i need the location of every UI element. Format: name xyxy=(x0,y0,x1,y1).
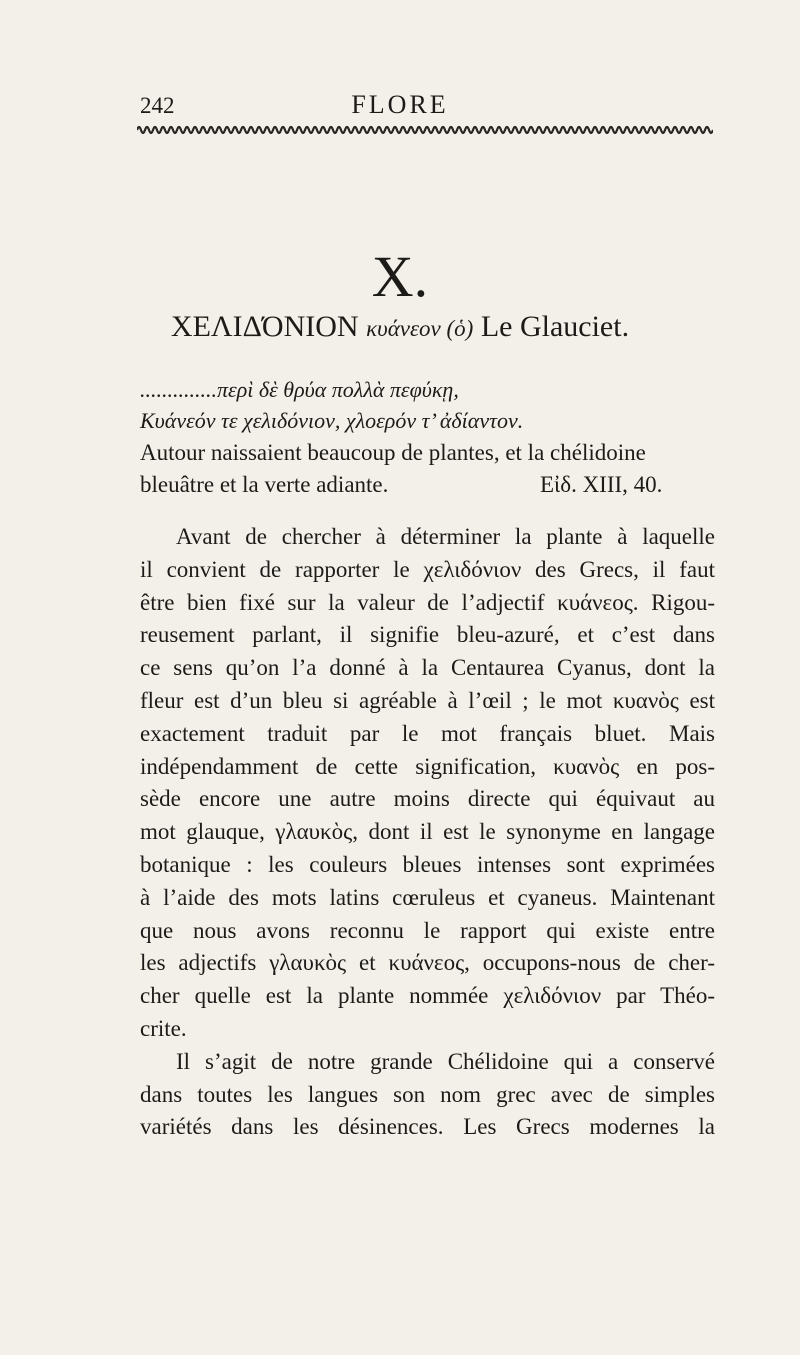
body-line: les adjectifs γλαυκὸς et κυάνεος, occupons-nous de cher- xyxy=(140,950,715,976)
body-text xyxy=(140,521,715,1144)
body-line: être bien fixé sur la valeur de l’adjectif κυάνεος. Rigou- xyxy=(140,589,715,615)
running-title: FLORE xyxy=(351,90,449,119)
translation-line: Autour naissaient beaucoup de plantes, et la chélidoine xyxy=(140,440,646,465)
greek-verse-line: Κυάνεόν τε χελιδόνιον, χλοερόν τ’ ἀδίαντον. xyxy=(140,408,524,433)
body-line: reusement parlant, il signifie bleu-azuré, et c’est dans xyxy=(140,622,715,648)
body-line: il convient de rapporter le χελιδόνιον des Grecs, il faut xyxy=(140,556,715,582)
body-line: à l’aide des mots latins cœruleus et cyaneus. Maintenant xyxy=(140,884,715,910)
body-line: fleur est d’un bleu si agréable à l’œil ; le mot κυανὸς est xyxy=(140,687,715,713)
body-line: exactement traduit par le mot français bluet. Mais xyxy=(140,720,715,746)
page-number: 242 xyxy=(140,93,175,118)
decorative-rule xyxy=(137,123,713,137)
body-line: Avant de chercher à déterminer la plante à laquelle xyxy=(176,524,715,549)
body-line: ce sens qu’on l’a donné à la Centaurea Cyanus, dont la xyxy=(140,655,715,681)
plant-french-name: Le Glauciet. xyxy=(480,310,630,343)
body-line: sède encore une autre moins directe qui équivaut au xyxy=(140,786,715,812)
translation-text: bleuâtre et la verte adiante. xyxy=(140,472,389,497)
plant-greek-name: ΧΕΛΙΔΌΝΙΟΝ xyxy=(170,310,359,343)
body-line: mot glauque, γλαυκὸς, dont il est le synonyme en langage xyxy=(140,819,715,845)
body-line: variétés dans les désinences. Les Grecs modernes la xyxy=(140,1114,715,1140)
greek-verse-line: ..............περὶ δὲ θρύα πολλὰ πεφύκῃ, xyxy=(140,377,459,402)
plant-heading xyxy=(0,310,800,344)
body-line: indépendamment de cette signification, κυανὸς en pos- xyxy=(140,753,715,779)
plant-greek-epithet: κυάνεον (ὁ) xyxy=(366,316,474,341)
citation-reference: Εἰδ. XIII, 40. xyxy=(540,472,663,497)
body-line: botanique : les couleurs bleues intenses sont exprimées xyxy=(140,851,715,877)
body-line: que nous avons reconnu le rapport qui existe entre xyxy=(140,917,715,943)
body-line: dans toutes les langues son nom grec avec de simples xyxy=(140,1081,715,1107)
body-line: cher quelle est la plante nommée χελιδόνιον par Théo- xyxy=(140,983,715,1009)
section-number: X. xyxy=(371,244,429,309)
body-line: crite. xyxy=(140,1015,187,1041)
translation-line xyxy=(140,472,710,498)
body-line: Il s’agit de notre grande Chélidoine qui a conservé xyxy=(176,1048,715,1074)
